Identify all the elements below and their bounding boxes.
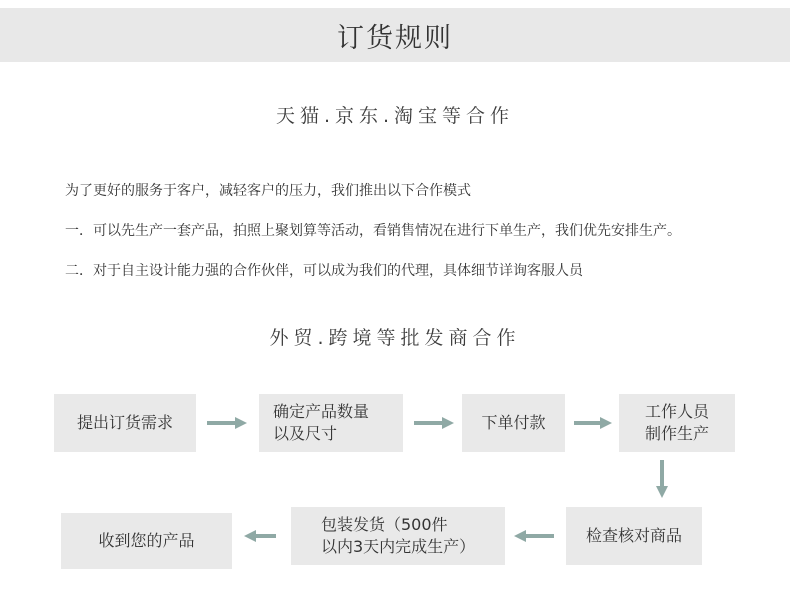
rule-one: 一．可以先生产一套产品，拍照上聚划算等活动，看销售情况在进行下单生产，我们优先安排生产。 (65, 223, 681, 239)
step-label-line2: 制作生产 (644, 424, 709, 443)
arrow-icon (207, 416, 247, 430)
section-title-ecommerce: 天猫.京东.淘宝等合作 (275, 105, 515, 127)
step-label-line1: 工作人员 (644, 402, 709, 421)
section-title-wholesale: 外贸.跨境等批发商合作 (269, 327, 521, 349)
step-receive (61, 513, 232, 569)
arrow-icon (414, 416, 454, 430)
step-inspection (566, 507, 702, 565)
step-label-line2: 以内3天内完成生产） (321, 537, 476, 556)
arrow-icon (244, 529, 276, 543)
step-submit-order (54, 394, 196, 452)
step-label-line1: 确定产品数量 (273, 402, 370, 421)
arrow-icon (655, 460, 669, 498)
arrow-icon (514, 529, 554, 543)
step-label-line1: 包装发货（500件 (321, 515, 448, 534)
rule-two: 二．对于自主设计能力强的合作伙伴，可以成为我们的代理，具体细节详询客服人员 (65, 263, 583, 279)
page-title: 订货规则 (337, 22, 453, 54)
step-production (619, 394, 735, 452)
step-label: 检查核对商品 (585, 526, 682, 545)
step-label: 下单付款 (481, 413, 546, 432)
header-banner (0, 8, 790, 62)
step-label: 收到您的产品 (98, 531, 195, 550)
step-label-line2: 以及尺寸 (273, 424, 338, 443)
step-confirm-quantity (259, 394, 403, 452)
rule-intro: 为了更好的服务于客户，减轻客户的压力，我们推出以下合作模式 (65, 183, 471, 199)
step-label: 提出订货需求 (76, 413, 173, 432)
arrow-icon (574, 416, 612, 430)
step-payment (462, 394, 565, 452)
step-shipping (291, 507, 505, 565)
